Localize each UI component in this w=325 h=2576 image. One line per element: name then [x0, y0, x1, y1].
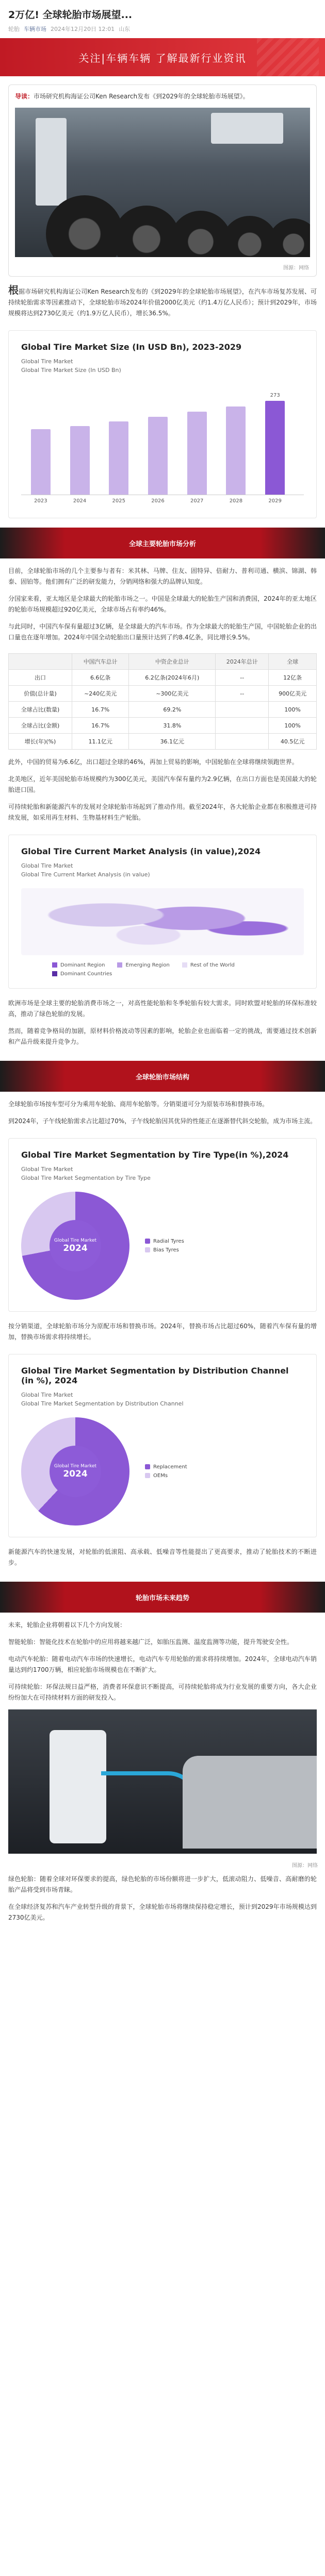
legend-item — [145, 1473, 187, 1479]
chart-subtitle: Global Tire Market Segmentation by Tire Type — [21, 1175, 151, 1181]
paragraph: 此外，中国的贸易为6.6亿，出口超过全球的46%，再加上贸易的影响，中国轮胎在全球将继续领跑世界。 — [8, 758, 298, 766]
legend-label: Replacement — [153, 1464, 187, 1470]
table-cell — [216, 734, 269, 750]
legend-swatch — [117, 962, 122, 968]
paragraph: 目前，全球轮胎市场的几个主要参与者有：米其林、马牌、住友、固特异、倍耐力、普利司通、横滨、锦湖、韩泰、固铂等。他们拥有广泛的研发能力，分销网络和强大的品牌认知度。 — [8, 567, 317, 585]
paragraph: 北美地区，近年美国轮胎市场规模约为300亿美元，美国汽车保有量约为2.9亿辆，在出口方面也是美国最大的轮胎进口国。 — [8, 775, 317, 793]
legend-swatch — [145, 1239, 150, 1244]
chart-subtitle: Global Tire Market — [21, 862, 73, 869]
section-banner: 全球轮胎市场结构 — [0, 1061, 325, 1092]
factory-photo — [15, 108, 310, 257]
section-banner: 全球主要轮胎市场分析 — [0, 528, 325, 558]
article-meta — [0, 25, 325, 38]
chart-subtitle: Global Tire Market — [21, 1166, 73, 1173]
chart-title: Global Tire Current Market Analysis (in value),2024 — [21, 846, 261, 856]
market-size-chart-card — [8, 330, 317, 518]
table-cell: 出口 — [9, 670, 72, 686]
paragraph: 分国家来看，亚太地区是全球最大的轮胎市场之一。中国是全球最大的轮胎生产国和消费国，2024年的亚太地区的轮胎市场规模超过920亿美元，全球市场占有率约46%。 — [8, 595, 317, 613]
tire-type-chart-card — [8, 1138, 317, 1312]
table-cell: 100% — [269, 702, 317, 718]
table-cell: 36.1亿元 — [129, 734, 216, 750]
legend-item — [145, 1247, 184, 1253]
lead-label: 导读： — [15, 93, 34, 100]
table-cell: 11.1亿元 — [72, 734, 129, 750]
table-row — [9, 718, 317, 734]
legend-label: Emerging Region — [125, 962, 170, 968]
section-banner: 轮胎市场未来趋势 — [0, 1582, 325, 1613]
bar-2028 — [226, 406, 246, 504]
machine-shape — [211, 113, 283, 144]
paragraph: 绿色轮胎：随着全球对环保要求的提高，绿色轮胎的市场份额将进一步扩大，低滚动阻力、低噪音、高耐磨的轮胎产品将受到市场青睐。 — [8, 1875, 317, 1893]
legend-swatch — [145, 1464, 150, 1469]
table-header: 全球 — [269, 654, 317, 670]
paragraph: 与此同时，中国汽车保有量超过3亿辆，是全球最大的汽车市场。作为全球最大的轮胎生产国，中国轮胎企业的出口量也在逐年增加。2024年中国全动轮胎出口量预计达到了约8.4亿条，同比增长9.5%。 — [8, 623, 317, 641]
paragraph: 电动汽车轮胎：随着电动汽车市场的快速增长，电动汽车专用轮胎的需求将持续增加。2024年，全球电动汽车销量达到约1700万辆，相应轮胎市场规模也在不断扩大。 — [8, 1655, 317, 1673]
table-cell: 增长(年)(%) — [9, 734, 72, 750]
table-header: 2024年总计 — [216, 654, 269, 670]
paragraph: 智能轮胎：智能化技术在轮胎中的应用将越来越广泛，如胎压监测、温度监测等功能，提升驾驶安全性。 — [8, 1638, 294, 1646]
donut-center-year: 2024 — [63, 1243, 88, 1253]
paragraph: 到2024年，子午线轮胎需求占比超过70%，子午线轮胎因其优异的性能正在逐渐替代斜交轮胎，成为市场主流。 — [8, 1117, 317, 1125]
footer-spacer — [0, 1929, 325, 1940]
charger-shape — [50, 1730, 106, 1843]
paragraph: 可持续轮胎：环保法规日益严格，消费者环保意识不断提高，可持续轮胎将成为行业发展的重要方向，各大企业纷纷加大在可持续材料方面的研发投入。 — [8, 1683, 317, 1701]
table-cell: 6.2亿条(2024年6月) — [129, 670, 216, 686]
paragraph: 根据市场研究机构海证公司Ken Research发布的《到2029年的全球轮胎市场展望》，在汽车市场复苏发展、可持续轮胎需求等因素推动下，全球轮胎市场2024年价值2000亿美元（约1.4万亿人民币）；预计到2029年，市场规模将达到2730亿美元（约1.9万亿人民币），增长36.5%。 — [8, 284, 317, 317]
table-cell: 31.8% — [129, 718, 216, 734]
table-row — [9, 734, 317, 750]
legend-swatch — [52, 962, 57, 968]
lead-text: 市场研究机构海证公司Ken Research发布《到2029年的全球轮胎市场展望》。 — [34, 93, 249, 100]
photo-caption: 图源：网络 — [283, 265, 309, 271]
paragraph: 然而，随着竞争格局的加剧，原材料价格波动等因素的影响，轮胎企业也面临着一定的挑战，需要通过技术创新和产品升级来提升竞争力。 — [8, 1027, 317, 1045]
legend-label: Radial Tyres — [153, 1239, 184, 1244]
table-cell: 69.2% — [129, 702, 216, 718]
legend-label: Dominant Region — [60, 962, 105, 968]
chart-subtitle: Global Tire Market Segmentation by Distribution Channel — [21, 1400, 184, 1407]
paragraph: 新能源汽车的快速发展，对轮胎的低滚阻、高承载、低噪音等性能提出了更高要求，推动了轮胎技术的不断进步。 — [8, 1548, 317, 1566]
chart-title: Global Tire Market Segmentation by Distribution Channel (in %), 2024 — [21, 1366, 289, 1385]
car-shape — [183, 1756, 317, 1849]
table-header: 中国汽车总计 — [72, 654, 129, 670]
legend-label: Rest of the World — [190, 962, 235, 968]
chart-subtitle: Global Tire Market — [21, 1392, 73, 1398]
table-cell: 100% — [269, 718, 317, 734]
bar-chart — [21, 382, 304, 504]
table-cell — [216, 718, 269, 734]
tire-shape — [268, 218, 310, 257]
photo-caption: 图源：网络 — [292, 1863, 318, 1869]
chart-title: Global Tire Market Size (In USD Bn), 2023-2029 — [21, 342, 242, 352]
lead-box — [8, 84, 317, 277]
tire-shape — [113, 206, 180, 257]
table-cell: 40.5亿元 — [269, 734, 317, 750]
table-row — [9, 686, 317, 702]
table-header: 中资企业总计 — [129, 654, 216, 670]
chart-subtitle: Global Tire Market Size (In USD Bn) — [21, 367, 121, 374]
meta-date: 2024年12月20日 12:01 — [51, 26, 115, 32]
legend-label: OEMs — [153, 1473, 168, 1479]
paragraph: 欧洲市场是全球主要的轮胎消费市场之一，对高性能轮胎和冬季轮胎有较大需求。同时欧盟对轮胎的环保标准较高，推动了绿色轮胎的发展。 — [8, 999, 317, 1018]
table-cell: 12亿条 — [269, 670, 317, 686]
table-row — [9, 670, 317, 686]
x-tick-label: 2025 — [112, 498, 125, 504]
table-cell: 全球占比(数量) — [9, 702, 72, 718]
bar-2029 — [265, 393, 285, 504]
bar-2026 — [148, 417, 168, 504]
x-tick-label: 2028 — [229, 498, 243, 504]
legend-item — [145, 1239, 184, 1244]
table-row — [9, 702, 317, 718]
export-table — [8, 653, 317, 750]
donut-legend — [145, 1461, 187, 1482]
chart-subtitle: Global Tire Market — [21, 358, 73, 365]
paragraph: 在全球经济复苏和汽车产业转型升级的背景下，全球轮胎市场将继续保持稳定增长，预计到2029年市场规模达到2730亿美元。 — [8, 1903, 317, 1921]
bar-2025 — [109, 421, 128, 504]
legend-item — [145, 1464, 187, 1470]
table-cell: 6.6亿条 — [72, 670, 129, 686]
table-cell: 16.7% — [72, 702, 129, 718]
bar-value-label: 273 — [270, 393, 280, 398]
donut-center — [50, 1446, 101, 1497]
table-cell: 价值(总计量) — [9, 686, 72, 702]
bar-2023 — [31, 429, 51, 504]
paragraph: 可持续轮胎和新能源汽车的发展对全球轮胎市场起到了推动作用。截至2024年，各大轮胎企业都在积极推进可持续发展，如采用再生材料、生物基材料生产轮胎。 — [8, 803, 317, 821]
article-title: 2万亿! 全球轮胎市场展望... — [8, 9, 133, 21]
chart-title: Global Tire Market Segmentation by Tire Type(in %),2024 — [21, 1150, 289, 1160]
ev-charging-photo — [8, 1709, 317, 1854]
legend-item — [182, 962, 235, 968]
legend-item — [52, 971, 112, 977]
donut-row — [21, 1417, 304, 1526]
donut-chart — [21, 1417, 129, 1526]
donut-center-label: Global Tire Market — [54, 1238, 97, 1243]
legend-label: Dominant Countries — [60, 971, 112, 977]
meta-place: 山东 — [119, 26, 131, 32]
x-tick-label: 2027 — [190, 498, 204, 504]
legend-item — [52, 962, 105, 968]
table-cell: -- — [216, 670, 269, 686]
x-tick-label: 2026 — [151, 498, 165, 504]
x-tick-label: 2023 — [34, 498, 47, 504]
lead-text-wrap — [9, 85, 316, 108]
robot-arm-shape — [36, 118, 67, 206]
legend-item — [117, 962, 169, 968]
donut-center-year: 2024 — [63, 1469, 88, 1479]
donut-legend — [145, 1235, 184, 1256]
donut-center-label: Global Tire Market — [54, 1464, 97, 1469]
x-tick-label: 2024 — [73, 498, 87, 504]
distribution-chart-card — [8, 1354, 317, 1537]
table-cell: 900亿美元 — [269, 686, 317, 702]
table-cell: ~240亿美元 — [72, 686, 129, 702]
follow-banner[interactable] — [0, 38, 325, 76]
table-header — [9, 654, 72, 670]
table-cell: 16.7% — [72, 718, 129, 734]
table-cell: -- — [216, 686, 269, 702]
bar-2027 — [187, 412, 207, 504]
paragraph: 全球轮胎市场按车型可分为乘用车轮胎、商用车轮胎等。分销渠道可分为原装市场和替换市场。 — [8, 1100, 269, 1108]
table-cell — [216, 702, 269, 718]
paragraph: 未来，轮胎企业将朝着以下几个方向发展： — [8, 1621, 126, 1629]
banner-text: 关注|车辆车辆 了解最新行业资讯 — [78, 52, 247, 64]
map-legend — [21, 962, 304, 977]
legend-swatch — [182, 962, 187, 968]
x-tick-label: 2029 — [268, 498, 282, 504]
banner-decoration — [257, 38, 319, 76]
table-cell: 全球占比(金额) — [9, 718, 72, 734]
legend-swatch — [145, 1473, 150, 1478]
meta-source: 轮胎 — [8, 26, 20, 32]
donut-chart — [21, 1192, 129, 1300]
world-map — [21, 888, 304, 955]
legend-label: Bias Tyres — [153, 1247, 179, 1253]
meta-account-link[interactable]: 车辆市场 — [24, 26, 46, 32]
table-header-row — [9, 654, 317, 670]
market-analysis-map-card — [8, 835, 317, 989]
donut-center — [50, 1220, 101, 1272]
chart-subtitle: Global Tire Current Market Analysis (in value) — [21, 871, 150, 878]
table-cell: ~300亿美元 — [129, 686, 216, 702]
bar-2024 — [70, 426, 90, 504]
paragraph: 按分销渠道，全球轮胎市场分为原配市场和替换市场。2024年，替换市场占比超过60%，随着汽车保有量的增加，替换市场需求将持续增长。 — [8, 1323, 317, 1341]
donut-row — [21, 1192, 304, 1300]
legend-swatch — [145, 1247, 150, 1252]
legend-swatch — [52, 971, 57, 976]
